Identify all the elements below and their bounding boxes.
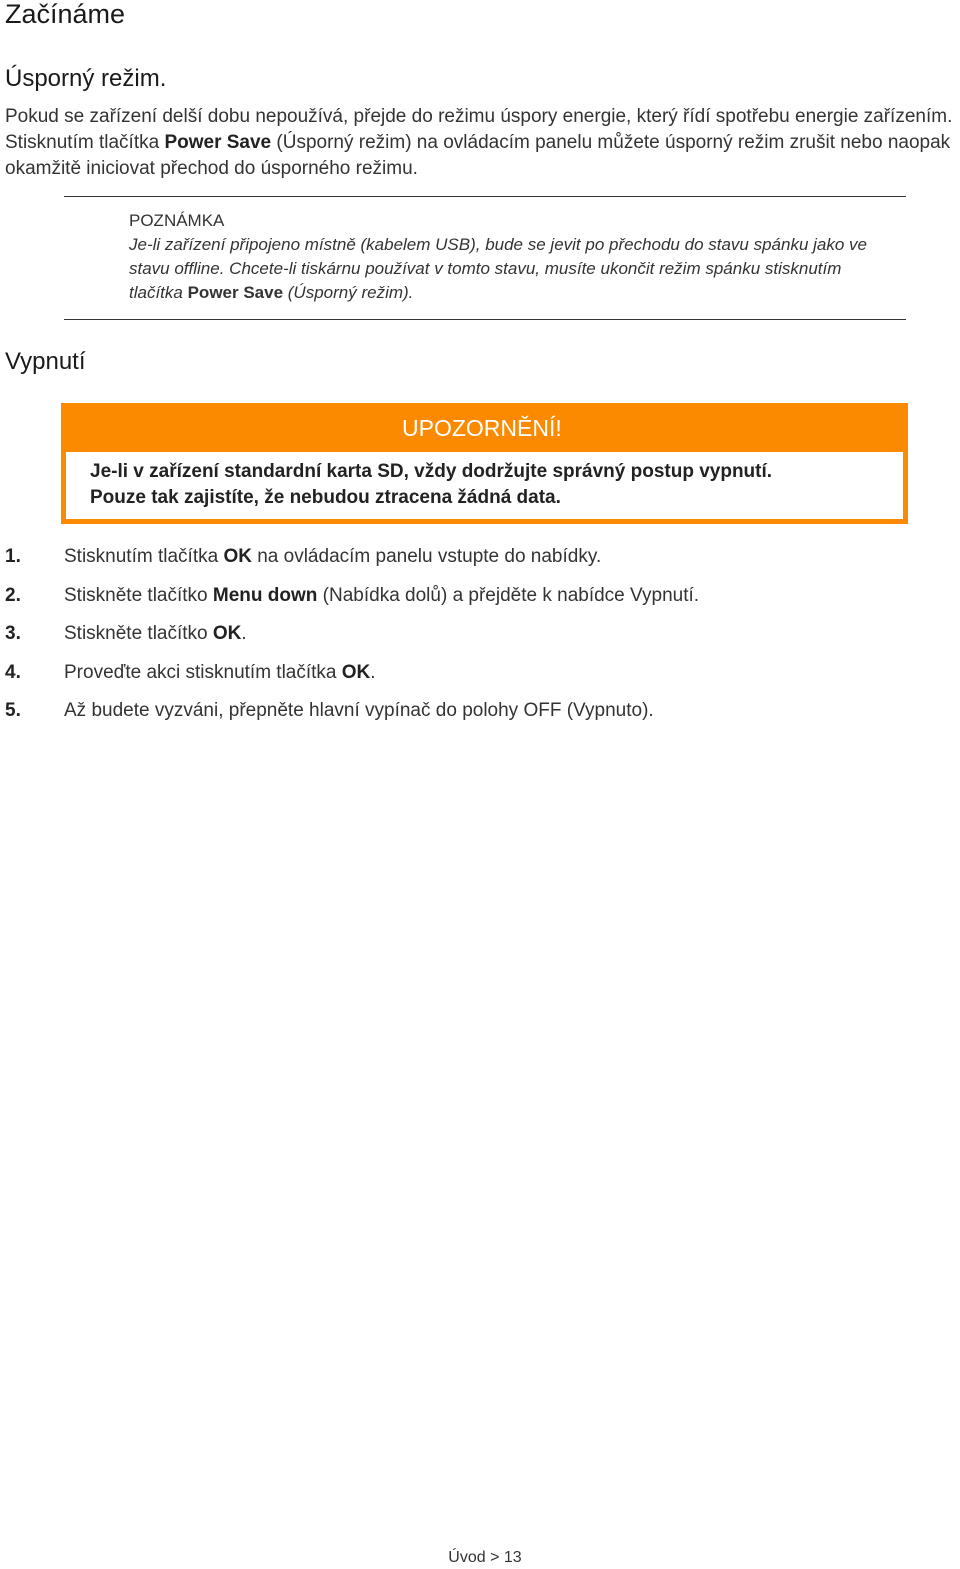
note-text: Je-li zařízení připojeno místně (kabelem USB), bude se jevit po přechodu do stavu spánku jako ve stavu offline. Chcete-li tiskárnu používat v tomto stavu, musíte ukončit režim spánku stisknutím tlačítka: [129, 235, 868, 302]
warning-heading: UPOZORNĚNÍ!: [402, 415, 562, 441]
note-top-divider: [64, 196, 906, 197]
shutdown-steps-list: [5, 544, 955, 737]
step-number: 4.: [5, 661, 21, 683]
warning-line: Je-li v zařízení standardní karta SD, vždy dodržujte správný postup vypnutí.: [90, 461, 773, 482]
warning-line: Pouze tak zajistíte, že nebudou ztracena žádná data.: [90, 487, 561, 508]
button-name: OK: [341, 661, 371, 683]
step-number: 3.: [5, 623, 21, 644]
section-title-power-save: Úsporný režim.: [5, 65, 167, 92]
list-item: [5, 583, 955, 622]
step-number: 5.: [5, 700, 21, 721]
list-item: [5, 621, 955, 660]
warning-box: [61, 403, 908, 524]
button-name: OK: [212, 623, 242, 644]
warning-body: [66, 452, 903, 519]
note-box: [129, 209, 899, 305]
step-text: Stisknutím tlačítka OK na ovládacím panelu vstupte do nabídky.: [64, 546, 602, 567]
step-text: Proveďte akci stisknutím tlačítka OK.: [64, 661, 376, 683]
button-name: Menu down: [212, 584, 318, 606]
power-save-button-name: Power Save: [164, 132, 272, 153]
list-item: [5, 698, 955, 737]
step-number: 1.: [5, 546, 21, 567]
step-text: Stiskněte tlačítko OK.: [64, 623, 247, 644]
note-text: (Úsporný režim).: [283, 283, 414, 302]
chapter-title: Začínáme: [5, 0, 126, 29]
paragraph-text: (Úsporný režim) na ovládacím panelu můžete úsporný režim zrušit nebo naopak okamžitě iniciovat přechod do úsporného režimu.: [5, 132, 951, 179]
list-item: [5, 544, 955, 583]
list-item: [5, 660, 955, 699]
page-footer: Úvod > 13: [448, 1549, 522, 1566]
section-title-shutdown: Vypnutí: [5, 348, 86, 375]
note-bottom-divider: [64, 319, 906, 320]
paragraph-text: Pokud se zařízení delší dobu nepoužívá, přejde do režimu úspory energie, který řídí spotřebu energie zařízením. Stisknutím tlačítka: [5, 106, 953, 153]
button-name: OK: [223, 546, 252, 567]
step-text: Až budete vyzváni, přepněte hlavní vypínač do polohy OFF (Vypnuto).: [64, 700, 654, 721]
step-text: Stiskněte tlačítko Menu down (Nabídka dolů) a přejděte k nabídce Vypnutí.: [64, 584, 700, 606]
note-heading: POZNÁMKA: [129, 211, 225, 230]
step-number: 2.: [5, 584, 21, 606]
power-save-paragraph: [5, 104, 955, 182]
note-button-name: Power Save: [187, 283, 284, 302]
